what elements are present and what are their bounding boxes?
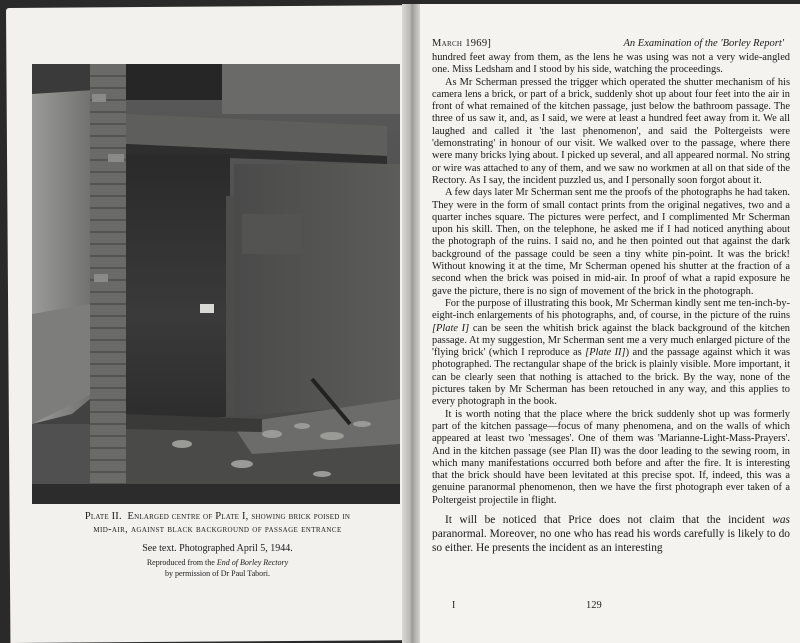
paragraph-6-part-b: paranormal. Moreover, no one who has read his words carefully is likely to do so either. He presents the incident as an interesting: [432, 527, 790, 554]
caption-see-text: See text. Photographed April 5, 1944.: [142, 543, 293, 554]
caption-reproduced: [30, 558, 405, 567]
paragraph-4-part-c: ) and the passage against which it was photographed. The rectangular shape of the brick is plainly visible. More important, it can be clearly seen that nothing is attached to the brick. By the way, none of the pictures taken by Mr Scherman has been retouched in any way, and this applies to every photograph in the book.: [432, 347, 790, 408]
caption-title-line2: mid-air, against black background of passage entrance: [93, 524, 342, 535]
emphasis-was: was: [772, 513, 790, 526]
paragraph-6: [432, 513, 790, 555]
caption-permission: by permission of Dr Paul Tabori.: [164, 569, 271, 578]
paragraph-4-part-a: For the purpose of illustrating this book, Mr Scherman kindly sent me ten-inch-by-eight-inch enlargements of his photographs, and, of course, in the picture of the ruins: [432, 297, 790, 322]
paragraph-4-part-b: can be seen the whitish brick against the black background of the kitchen passage. At my suggestion, Mr Scherman sent me a very much enlarged picture of the 'flying brick' (which I reproduce as: [432, 322, 791, 359]
plate-photograph: [32, 64, 400, 504]
caption-title-line1: Enlarged centre of Plate I, showing brick poised in: [127, 511, 351, 522]
body-text: [432, 52, 790, 555]
paragraph-4: [432, 298, 790, 409]
running-head-title: An Examination of the 'Borley Report': [623, 38, 784, 49]
plate-caption: [30, 510, 405, 578]
flying-brick: [200, 304, 214, 313]
caption-repro-prefix: Reproduced from the: [146, 558, 217, 567]
page-number: 129: [586, 600, 602, 611]
plate-2-ref: [Plate II]: [585, 347, 626, 359]
paragraph-5: It is worth noting that the place where the brick suddenly shot up was formerly part of the kitchen passage—focus of many phenomena, and on the walls of which appeared at least two 'messages'. One of them was 'Marianne-Light-Mass-Prayers'. And in the kitchen passage (see Plan II) was the door leading to the sewing room, in which many manifestations occurred both before and after the fire. It is interesting that the brick should have been levitated at this precise spot. If, indeed, this was a genuine paranormal phenomenon, then we have the first photograph ever taken of a Poltergeist projectile in flight.: [432, 408, 790, 506]
plate-1-ref: [Plate I]: [432, 322, 470, 334]
paragraph-3: A few days later Mr Scherman sent me the proofs of the photographs he had taken. They were in the form of small contact prints from the original negatives, two and a quarter inches square. The pictures were perfect, and I complimented Mr Scherman upon his skill. Then, on the telephone, he asked me if I had noticed anything about the photograph of the ruins. I said no, and he then pointed out that against the dark background of the passage could be seen a tiny white pin-point. It was the brick! Without knowing it at the time, Mr Scherman opened his shutter at the fraction of a second when the brick was poised in mid-air. In proof of what a rapid exposure he gave the picture, there is no sign of movement of the brick in the photograph.: [432, 187, 790, 297]
caption-repro-title: End of Borley Rectory: [216, 558, 289, 567]
caption-plate-label: Plate II.: [84, 511, 122, 522]
paragraph-6-part-a: It will be noticed that Price does not claim that the incident: [445, 513, 773, 526]
running-head: [432, 38, 784, 52]
running-head-date: March 1969]: [432, 38, 492, 49]
caption-title: [30, 510, 405, 523]
paragraph-2: As Mr Scherman pressed the trigger which operated the shutter mechanism of his camera lens a brick, or part of a brick, suddenly shot up about four feet into the air in front of what remained of the kitchen passage, just below the bathroom passage. The three of us saw it, and, as I said, we were at least a hundred feet away from it. We all laughed and called it 'the last phenomenon', and said the Poltergeists were 'demonstrating' in honour of our visit. We walked over to the passage, where there were many bricks lying about. I picked up several, and all appeared normal. No string or wire was attached to any of them, and we saw no workmen at all on that side of the Rectory. As I say, the incident puzzled us, and I personally soon forgot about it.: [432, 76, 790, 186]
ruined-rectory-photo: [32, 64, 400, 504]
paragraph-1: hundred feet away from them, as the lens he was using was not a very wide-angled one. Miss Ledsham and I stood by his side, watching the proceedings.: [432, 52, 790, 76]
signature-mark: I: [452, 600, 456, 611]
